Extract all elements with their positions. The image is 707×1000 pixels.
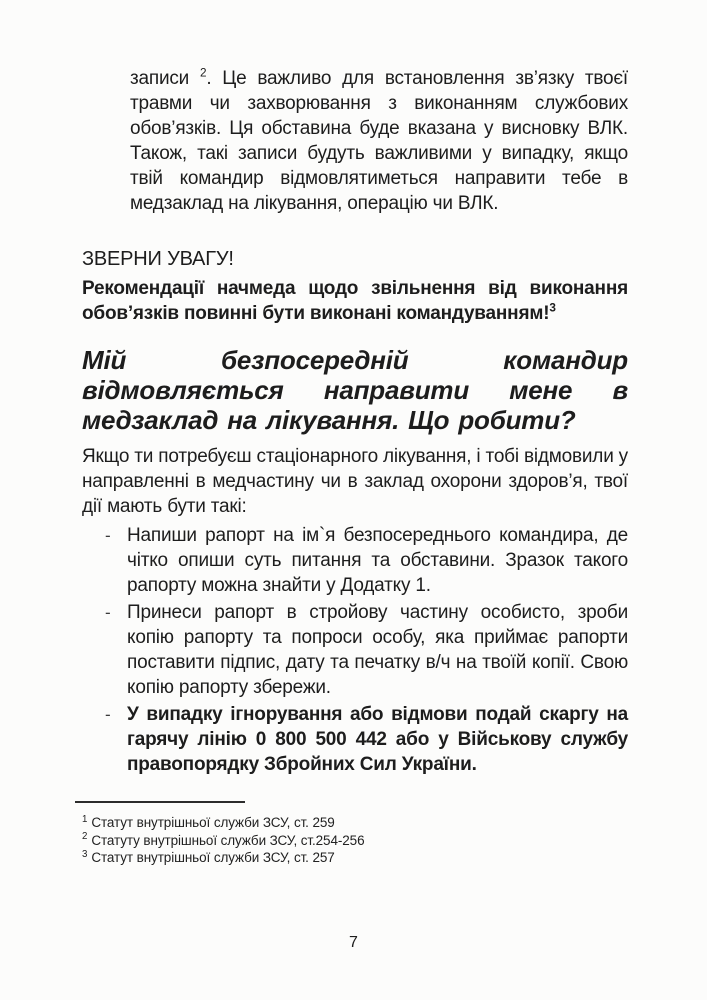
intro-paragraph: [130, 66, 628, 216]
footnote-ref-3: 3: [549, 301, 556, 315]
attention-note-text: Рекомендації начмеда щодо звільнення від виконання обов’язків повинні бути виконані командуванням!: [82, 278, 628, 324]
attention-note: [82, 276, 628, 326]
footnotes: [82, 814, 628, 867]
footnote-marker-1: 1: [82, 813, 88, 825]
footnote-item-2: [82, 832, 628, 850]
step-text-1: Напиши рапорт на ім`я безпосереднього командира, де чітко опиши суть питання та обставини. Зразок такого рапорту можна знайти у Додатку 1.: [127, 525, 628, 596]
step-text-2: Принеси рапорт в стройову частину особисто, зроби копію рапорту та попроси особу, яка приймає рапорти поставити підпис, дату та печатку в/ч на твоїй копії. Свою копію рапорту збережи.: [127, 602, 628, 698]
footnote-separator: [75, 801, 245, 803]
step-item-1: [82, 523, 628, 598]
answer-intro: Якщо ти потребуєш стаціонарного лікування, і тобі відмовили у направленні в медчастину чи в заклад охорони здоров’я, твої дії мають бути такі:: [82, 446, 628, 517]
footnote-text-1: Статут внутрішньої служби ЗСУ, ст. 259: [91, 815, 335, 830]
footnote-ref-2: 2: [199, 66, 207, 80]
step-item-2: [82, 600, 628, 700]
page-number: 7: [349, 934, 358, 951]
footnote-text-2: Статуту внутрішньої служби ЗСУ, ст.254-256: [91, 832, 365, 848]
step-text-3: У випадку ігнорування або відмови подай скаргу на гарячу лінію 0 800 500 442 або у Військову службу правопорядку Збройних Сил України.: [127, 704, 628, 775]
dash-bullet-icon: -: [105, 705, 111, 724]
dash-bullet-icon: -: [105, 603, 111, 622]
footnote-marker-3: 3: [82, 848, 88, 860]
dash-bullet-icon: -: [105, 526, 111, 545]
step-item-3: [82, 702, 628, 777]
footnote-item-3: [82, 849, 628, 867]
intro-paragraph-rest: . Це важливо для встановлення зв’язку твоєї травми чи захворювання з виконанням службових обов’язків. Ця обставина буде вказана у висновку ВЛК. Також, такі записи будуть важливими у випадку, якщо твій командир відмовлятиметься направити тебе в медзаклад на лікування, операцію чи ВЛК.: [130, 68, 628, 214]
footnote-marker-2: 2: [82, 831, 88, 842]
footnote-text-3: Статут внутрішньої служби ЗСУ, ст. 257: [91, 850, 335, 865]
question-heading: Мій безпосередній командир відмовляється направити мене в медзаклад на лікування. Що робити?: [82, 345, 628, 435]
attention-heading: ЗВЕРНИ УВАГУ!: [82, 248, 234, 270]
intro-paragraph-text: записи: [130, 68, 200, 89]
steps-list: [82, 523, 628, 777]
footnote-item-1: [82, 814, 628, 832]
